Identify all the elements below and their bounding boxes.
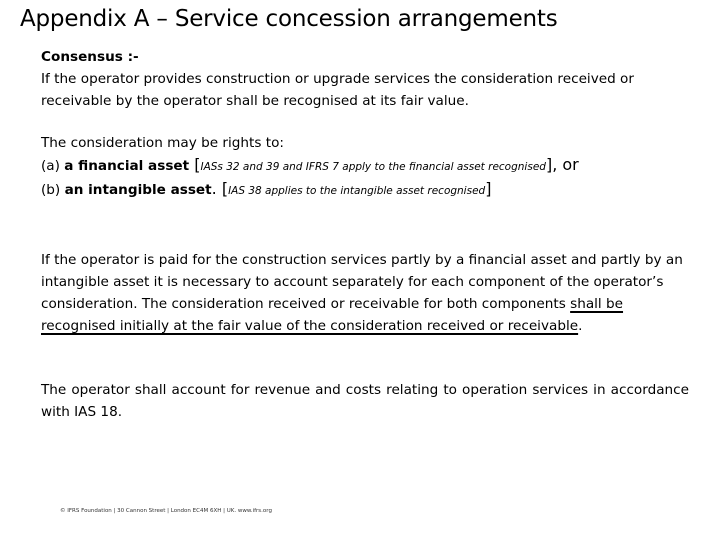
item-a-note: IASs 32 and 39 and IFRS 7 apply to the financial asset recognised <box>200 161 546 173</box>
split-paragraph <box>41 249 689 337</box>
item-a-prefix: (a) <box>41 158 65 174</box>
item-a-term: a financial asset <box>64 158 190 174</box>
item-b-term: an intangible asset <box>64 182 212 198</box>
item-b-after-term: . [ <box>211 179 229 198</box>
item-b-close: ] <box>485 179 492 198</box>
slide-title: Appendix A – Service concession arrangements <box>20 6 558 32</box>
consensus-paragraph: If the operator provides construction or upgrade services the consideration received or receivable by the operator shall be recognised at its fair value. <box>41 71 634 109</box>
split-underlined: shall be recognised initially at the fair value of the consideration received or receivable <box>41 296 624 334</box>
item-a-open-bracket: [ <box>189 155 201 174</box>
list-item-b <box>41 178 689 202</box>
split-text: If the operator is paid for the construction services partly by a financial asset and partly by an intangible asset it is necessary to account separately for each component of the operator’s consideration. The consideration received or receivable for both components <box>41 252 683 312</box>
consensus-heading: Consensus :- <box>41 49 139 65</box>
item-b-note: IAS 38 applies to the intangible asset recognised <box>228 185 486 197</box>
item-b-prefix: (b) <box>41 182 65 198</box>
rights-intro: The consideration may be rights to: <box>41 135 284 151</box>
item-a-close: ], or <box>545 155 579 174</box>
slide-body <box>41 46 689 423</box>
footer: © IFRS Foundation | 30 Cannon Street | London EC4M 6XH | UK. www.ifrs.org <box>60 508 272 514</box>
split-end: . <box>578 318 583 334</box>
list-item-a <box>41 154 689 178</box>
revenue-paragraph: The operator shall account for revenue and costs relating to operation services in accordance with IAS 18. <box>41 382 689 420</box>
